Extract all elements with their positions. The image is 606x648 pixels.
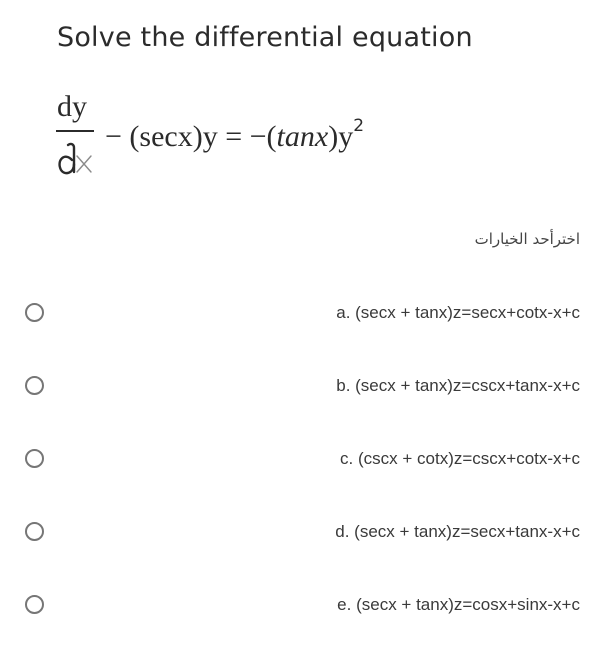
option-label[interactable]: a. (secx + tanx)z=secx+cotx-x+c xyxy=(336,303,580,322)
equation-exponent: 2 xyxy=(353,116,365,136)
differential-equation xyxy=(55,90,515,180)
question-title: Solve the differential equation xyxy=(57,22,473,53)
option-e[interactable] xyxy=(0,570,606,643)
radio-unchecked-icon[interactable] xyxy=(25,376,44,395)
fraction-bar xyxy=(56,130,94,132)
equation-term-left: (secx)y = −( xyxy=(129,120,277,153)
option-c[interactable] xyxy=(0,424,606,497)
radio-unchecked-icon[interactable] xyxy=(25,303,44,322)
equation-term-tanx: tanx xyxy=(276,120,329,153)
option-d[interactable] xyxy=(0,497,606,570)
equation-body xyxy=(105,112,364,155)
handwritten-dx-glyph xyxy=(55,138,99,178)
fraction-numerator: dy xyxy=(57,90,87,123)
radio-unchecked-icon[interactable] xyxy=(25,522,44,541)
option-b[interactable] xyxy=(0,351,606,424)
answer-options xyxy=(0,278,606,643)
option-label[interactable]: b. (secx + tanx)z=cscx+tanx-x+c xyxy=(336,376,580,395)
minus-sign: − xyxy=(105,120,122,153)
radio-unchecked-icon[interactable] xyxy=(25,595,44,614)
choose-option-instruction: اخترأحد الخيارات xyxy=(474,230,580,248)
option-a[interactable] xyxy=(0,278,606,351)
option-label[interactable]: d. (secx + tanx)z=secx+tanx-x+c xyxy=(335,522,580,541)
option-label[interactable]: e. (secx + tanx)z=cosx+sinx-x+c xyxy=(337,595,580,614)
option-label[interactable]: c. (cscx + cotx)z=cscx+cotx-x+c xyxy=(340,449,580,468)
radio-unchecked-icon[interactable] xyxy=(25,449,44,468)
derivative-fraction xyxy=(55,90,97,180)
equation-term-y: )y xyxy=(328,120,354,153)
